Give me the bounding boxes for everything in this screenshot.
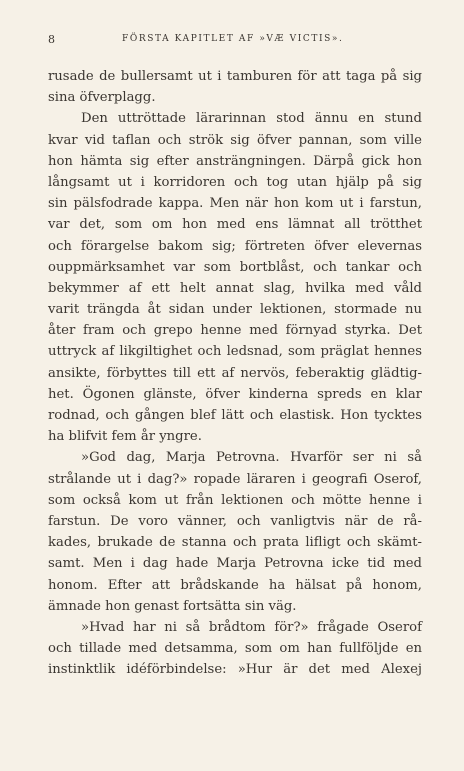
text-line: och förargelse bakom sig; förtreten öfver elevernas <box>48 238 422 254</box>
text-line: varit trängda åt sidan under lektionen, stormade nu <box>48 302 422 318</box>
text-line: sin pälsfodrade kappa. Men när hon kom ut i farstun, <box>48 196 422 212</box>
text-line: åter fram och grepo henne med förnyad styrka. Det <box>48 323 422 339</box>
running-title: FÖRSTA KAPITLET AF »VÆ VICTIS». <box>122 34 344 44</box>
text-line: ouppmärksamhet var som bortblåst, och tankar och <box>48 259 422 275</box>
text-line: Den uttröttade lärarinnan stod ännu en stund <box>81 111 422 127</box>
text-line: långsamt ut i korridoren och tog utan hjälp på sig <box>48 174 422 190</box>
text-line: kvar vid taflan och strök sig öfver pannan, som ville <box>48 132 422 148</box>
text-line: strålande ut i dag?» ropade läraren i geografi Oserof, <box>48 471 422 487</box>
text-line: farstun. De voro vänner, och vanligtvis när de rå- <box>48 513 422 529</box>
text-line: rusade de bullersamt ut i tamburen för att taga på sig <box>48 69 422 84</box>
text-line: och tillade med detsamma, som om han fullföljde en <box>48 641 422 657</box>
text-line: kades, brukade de stanna och prata lifligt och skämt- <box>48 535 422 551</box>
text-line: het. Ögonen glänste, öfver kinderna spreds en klar <box>48 386 422 402</box>
body-text <box>48 66 422 680</box>
text-line: sina öfverplagg. <box>48 90 156 106</box>
text-line: ha blifvit fem år yngre. <box>48 429 202 445</box>
text-line: hon hämta sig efter ansträngningen. Därpå gick hon <box>48 153 422 169</box>
running-head <box>48 33 420 49</box>
text-line: var det, som om hon med ens lämnat all trötthet <box>48 217 422 233</box>
text-line: instinktlik idéförbindelse: »Hur är det med Alexej <box>48 662 422 678</box>
text-line: rodnad, och gången blef lätt och elastisk. Hon tycktes <box>48 408 422 423</box>
text-line: uttryck af likgiltighet och ledsnad, som präglat hennes <box>48 344 422 360</box>
text-line: ämnade hon genast fortsätta sin väg. <box>48 598 297 614</box>
text-line: bekymmer af ett helt annat slag, hvilka med våld <box>48 280 422 296</box>
text-line: »Hvad har ni så brådtom för?» frågade Oserof <box>81 619 422 635</box>
text-line: honom. Efter att brådskande ha hälsat på honom, <box>48 577 422 593</box>
text-line: samt. Men i dag hade Marja Petrovna icke tid med <box>48 556 422 572</box>
page-number: 8 <box>48 33 56 46</box>
text-line: »God dag, Marja Petrovna. Hvarför ser ni så <box>81 450 422 466</box>
text-line: som också kom ut från lektionen och mötte henne i <box>48 492 422 508</box>
text-line: ansikte, förbyttes till ett af nervös, feberaktig glädtig- <box>48 365 422 381</box>
